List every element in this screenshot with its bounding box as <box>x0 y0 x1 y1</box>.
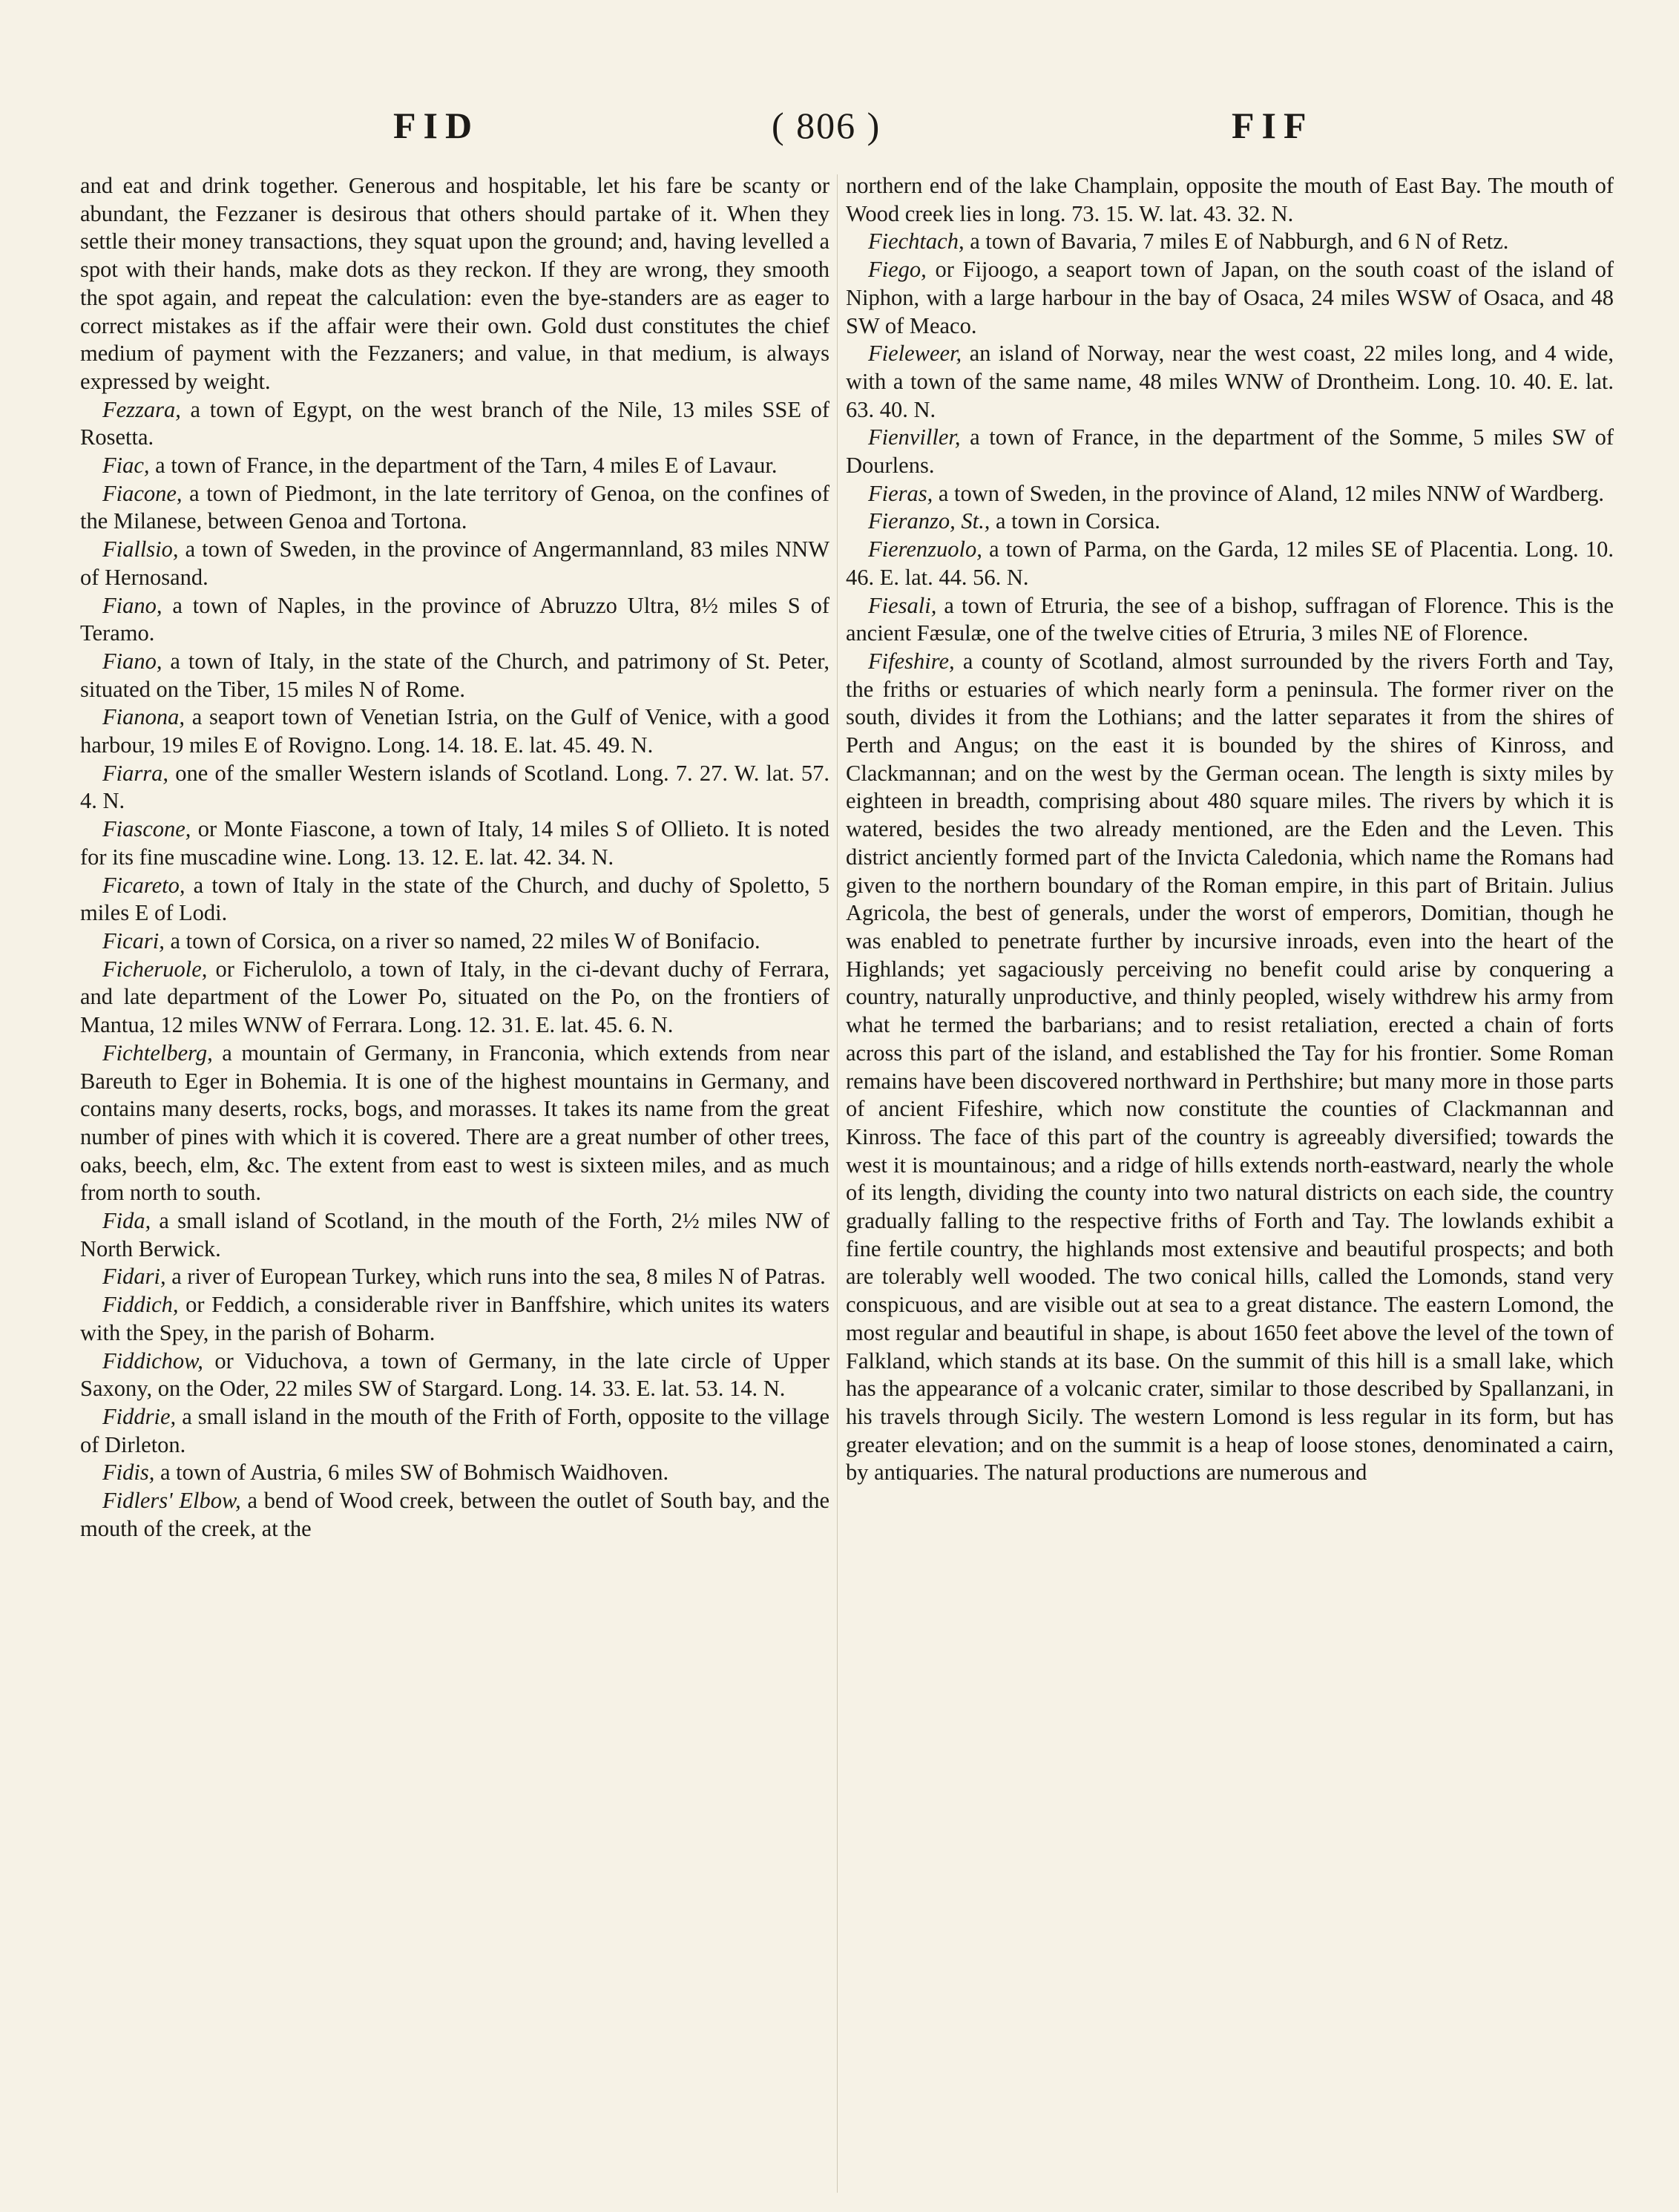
gazetteer-entry <box>80 480 829 536</box>
gazetteer-entry <box>80 956 829 1040</box>
entry-headword: Fida, <box>102 1208 151 1234</box>
entry-text: a mountain of Germany, in Franconia, which extends from near Bareuth to Eger in Bohemia. It is one of the highest mountains in Germany, and contains many deserts, rocks, bogs, and morasses. It takes its name from the great number of pines with which it is covered. There are a great number of other trees, oaks, beech, elm, &c. The extent from east to west is sixteen miles, and as much from north to south. <box>80 1040 829 1206</box>
entry-text: a county of Scotland, almost surrounded by the rivers Forth and Tay, the friths or estuaries of which nearly form a peninsula. The former river on the south, divides it from the Lothians; and the latter separates it from the shires of Perth and Angus; on the east it is bounded by the shires of Kinross, and Clackmannan; and on the west by the German ocean. The length is sixty miles by eighteen in breadth, comprising about 480 square miles. The rivers by which it is watered, besides the two already mentioned, are the Eden and the Leven. This district anciently formed part of the Invicta Caledonia, which name the Romans had given to the northern boundary of the Roman empire, in this part of Britain. Julius Agricola, the best of generals, under the worst of emperors, Domitian, though he was enabled to penetrate further by incursive inroads, even into the heart of the Highlands; yet sagaciously perceiving no benefit could arise by conquering a country, naturally unproductive, and thinly peopled, wisely withdrew his army from what he termed the barbarians; and to resist retaliation, erected a chain of forts across this part of the island, and established the Tay for his frontier. Some Roman remains have been discovered northward in Perthshire; but many more in those parts of ancient Fifeshire, which now constitute the counties of Clackmannan and Kinross. The face of this part of the country is agreeably diversified; towards the west it is mountainous; and a ridge of hills extends north-eastward, nearly the whole of its length, dividing the county into two natural districts on each side, the country gradually falling to the respective friths of Forth and Tay. The lowlands exhibit a fine fertile country, the highlands most extensive and beautiful prospects; and both are tolerably well wooded. The two conical hills, called the Lomonds, stand very conspicuous, and are visible out at sea to a great distance. The eastern Lomond, the most regular and beautiful in shape, is about 1650 feet above the level of the town of Falkland, which stands at its base. On the summit of this hill is a small lake, which has the appearance of a volcanic crater, similar to those described by Spallanzani, in his travels through Sicily. The western Lomond is less regular in its form, but has greater elevation; and on the summit is a heap of loose stones, denominated a cairn, by antiquaries. The natural productions are numerous and <box>846 648 1614 1486</box>
gazetteer-entry <box>80 1403 829 1459</box>
header-right-guideword: FIF <box>1232 105 1314 146</box>
continued-paragraph <box>846 172 1614 228</box>
gazetteer-entry <box>80 1291 829 1347</box>
page-number: ( 806 ) <box>772 105 881 146</box>
entry-text: a town of Parma, on the Garda, 12 miles SE of Placentia. Long. 10. 46. E. lat. 44. 56. N. <box>846 536 1614 590</box>
entry-text: and eat and drink together. Generous and hospitable, let his fare be scanty or abundant, the Fezzaner is desirous that others should partake of it. When they settle their money transactions, they squat upon the ground; and, having levelled a spot with their hands, make dots as they reckon. If they are wrong, they smooth the spot again, and repeat the calculation: even the bye-standers are as eager to correct mistakes as if the affair were their own. Gold dust constitutes the chief medium of payment with the Fezzaners; and value, in that medium, is always expressed by weight. <box>80 173 829 394</box>
gazetteer-entry <box>80 1040 829 1207</box>
entry-text: a town of Italy in the state of the Church, and duchy of Spoletto, 5 miles E of Lodi. <box>80 872 829 926</box>
gazetteer-entry <box>846 536 1614 591</box>
entry-text: or Viduchova, a town of Germany, in the late circle of Upper Saxony, on the Oder, 22 miles SW of Stargard. Long. 14. 33. E. lat. 53. 14. N. <box>80 1348 829 1402</box>
column-divider <box>837 174 838 2193</box>
entry-headword: Ficari, <box>102 928 165 954</box>
gazetteer-entry <box>80 1263 829 1291</box>
continued-paragraph <box>80 172 829 396</box>
entry-headword: Fiesali, <box>868 592 937 618</box>
entry-headword: Fiddichow, <box>102 1348 203 1374</box>
gazetteer-entry <box>80 452 829 480</box>
gazetteer-entry <box>846 228 1614 256</box>
gazetteer-entry <box>846 508 1614 536</box>
gazetteer-entry <box>80 396 829 452</box>
entry-headword: Fiego, <box>868 257 927 283</box>
entry-text: a town of Piedmont, in the late territory of Genoa, on the confines of the Milanese, between Genoa and Tortona. <box>80 480 829 534</box>
entry-headword: Fifeshire, <box>868 648 955 674</box>
entry-headword: Ficheruole, <box>102 956 208 982</box>
entry-headword: Fiarra, <box>102 760 168 786</box>
right-column <box>846 172 1614 1487</box>
entry-text: a small island of Scotland, in the mouth of the Forth, 2½ miles NW of North Berwick. <box>80 1208 829 1261</box>
entry-headword: Fiddich, <box>102 1292 179 1318</box>
entry-text: a bend of Wood creek, between the outlet of South bay, and the mouth of the creek, at the <box>80 1488 830 1541</box>
header-left-guideword: FID <box>393 105 480 146</box>
entry-headword: Fidlers' Elbow, <box>102 1488 241 1514</box>
entry-headword: Ficareto, <box>102 872 185 898</box>
entry-headword: Fiano, <box>102 648 162 674</box>
gazetteer-entry <box>846 592 1614 648</box>
gazetteer-entry <box>80 928 829 956</box>
entry-headword: Fieras, <box>868 480 933 506</box>
gazetteer-entry <box>80 1487 829 1543</box>
gazetteer-entry <box>80 592 829 648</box>
entry-text: a town of France, in the department of the Tarn, 4 miles E of Lavaur. <box>149 453 778 479</box>
entry-text: a town of Italy, in the state of the Church, and patrimony of St. Peter, situated on the Tiber, 15 miles N of Rome. <box>80 648 829 702</box>
running-header <box>82 104 1603 156</box>
entry-headword: Fienviller, <box>868 424 961 450</box>
entry-text: or Feddich, a considerable river in Banffshire, which unites its waters with the Spey, in the parish of Boharm. <box>80 1292 829 1345</box>
entry-text: or Fijoogo, a seaport town of Japan, on the south coast of the island of Niphon, with a large harbour in the bay of Osaca, 24 miles WSW of Osaca, and 48 SW of Meaco. <box>846 257 1614 338</box>
entry-text: a seaport town of Venetian Istria, on the Gulf of Venice, with a good harbour, 19 miles E of Rovigno. Long. 14. 18. E. lat. 45. 49. N. <box>80 704 829 758</box>
entry-headword: Fidari, <box>102 1264 166 1290</box>
entry-text: a town of Austria, 6 miles SW of Bohmisch Waidhoven. <box>154 1460 669 1486</box>
gazetteer-entry <box>846 340 1614 424</box>
entry-headword: Fieleweer, <box>868 341 962 367</box>
gazetteer-entry <box>80 536 829 591</box>
entry-text: a town of France, in the department of the Somme, 5 miles SW of Dourlens. <box>846 424 1614 479</box>
entry-text: or Monte Fiascone, a town of Italy, 14 miles S of Ollieto. It is noted for its fine muscadine wine. Long. 13. 12. E. lat. 42. 34. N. <box>80 816 829 870</box>
entry-headword: Fiddrie, <box>102 1403 177 1429</box>
entry-headword: Fiacone, <box>102 480 183 506</box>
gazetteer-entry <box>80 648 829 703</box>
gazetteer-entry <box>80 1459 829 1487</box>
entry-headword: Fiechtach, <box>868 229 965 255</box>
entry-text: an island of Norway, near the west coast, 22 miles long, and 4 wide, with a town of the same name, 48 miles WNW of Drontheim. Long. 10. 40. E. lat. 63. 40. N. <box>846 341 1614 422</box>
entry-headword: Fiallsio, <box>102 536 179 562</box>
entry-text: a town of Etruria, the see of a bishop, suffragan of Florence. This is the ancient Fæsulæ, one of the twelve cities of Etruria, 3 miles NE of Florence. <box>846 592 1614 646</box>
entry-text: a town in Corsica. <box>990 508 1160 534</box>
gazetteer-entry <box>846 256 1614 340</box>
entry-text: a town of Egypt, on the west branch of the Nile, 13 miles SSE of Rosetta. <box>80 396 829 450</box>
entry-text: a town of Corsica, on a river so named, 22 miles W of Bonifacio. <box>164 928 760 954</box>
entry-headword: Fidis, <box>102 1460 155 1486</box>
left-column <box>80 172 829 1543</box>
entry-headword: Fierenzuolo, <box>868 536 982 562</box>
entry-text: one of the smaller Western islands of Scotland. Long. 7. 27. W. lat. 57. 4. N. <box>80 760 829 814</box>
entry-headword: Fianona, <box>102 704 185 730</box>
gazetteer-entry <box>80 815 829 871</box>
entry-headword: Fieranzo, St., <box>868 508 990 534</box>
gazetteer-entry <box>80 760 829 815</box>
gazetteer-entry <box>846 424 1614 479</box>
gazetteer-entry <box>80 703 829 759</box>
entry-headword: Fezzara, <box>102 396 181 422</box>
gazetteer-entry <box>80 1207 829 1263</box>
entry-headword: Fiac, <box>102 453 150 479</box>
entry-text: a town of Sweden, in the province of Aland, 12 miles NNW of Wardberg. <box>933 480 1605 506</box>
gazetteer-entry <box>80 1348 829 1403</box>
entry-text: a river of European Turkey, which runs into the sea, 8 miles N of Patras. <box>165 1264 826 1290</box>
entry-headword: Fiano, <box>102 592 162 618</box>
entry-text: or Ficherulolo, a town of Italy, in the ci-devant duchy of Ferrara, and late department of the Lower Po, situated on the Po, on the frontiers of Mantua, 12 miles WNW of Ferrara. Long. 12. 31. E. lat. 45. 6. N. <box>80 956 829 1038</box>
gazetteer-entry <box>80 872 829 928</box>
entry-text: a small island in the mouth of the Frith of Forth, opposite to the village of Dirleton. <box>80 1403 829 1457</box>
entry-headword: Fiascone, <box>102 816 191 842</box>
entry-headword: Fichtelberg, <box>102 1040 213 1066</box>
gazetteer-entry <box>846 480 1614 508</box>
entry-text: northern end of the lake Champlain, opposite the mouth of East Bay. The mouth of Wood creek lies in long. 73. 15. W. lat. 43. 32. N. <box>846 173 1614 226</box>
gazetteer-entry <box>846 648 1614 1487</box>
entry-text: a town of Naples, in the province of Abruzzo Ultra, 8½ miles S of Teramo. <box>80 592 829 646</box>
entry-text: a town of Bavaria, 7 miles E of Nabburgh, and 6 N of Retz. <box>964 229 1509 255</box>
entry-text: a town of Sweden, in the province of Angermannland, 83 miles NNW of Hernosand. <box>80 536 829 590</box>
